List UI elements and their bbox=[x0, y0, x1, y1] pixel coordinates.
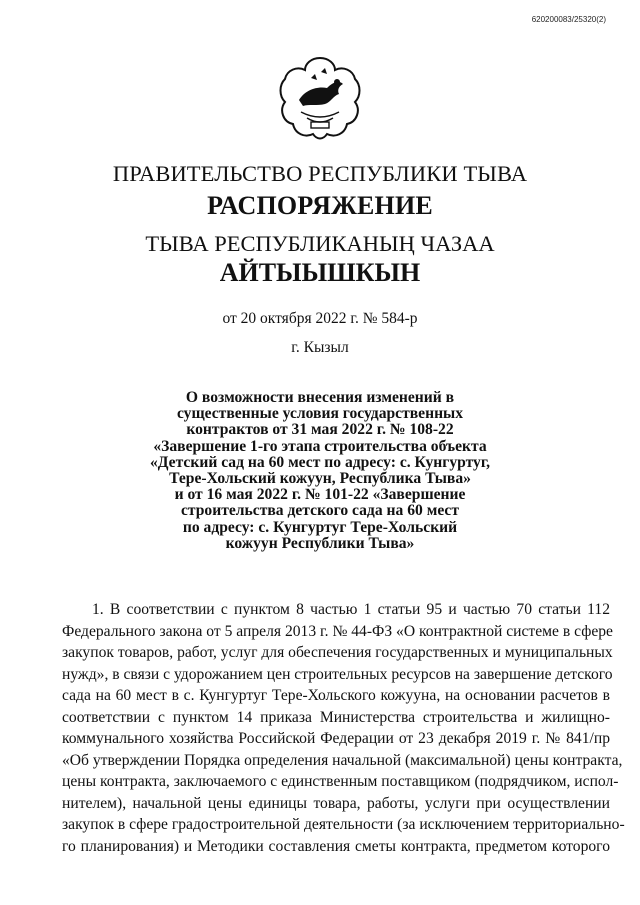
body-line: нужд», в связи с удорожанием цен строительных ресурсов на завершение детского bbox=[62, 665, 613, 683]
document-title bbox=[0, 390, 640, 552]
body-line: закупок товаров, работ, услуг для обеспечения государственных и муниципальных bbox=[62, 644, 613, 661]
document-type-ru: РАСПОРЯЖЕНИЕ bbox=[207, 191, 433, 220]
title-line: «Детский сад на 60 мест по адресу: с. Кунгуртуг, bbox=[149, 453, 491, 471]
title-line: существенные условия государственных bbox=[176, 405, 464, 423]
body-line: 1. В соответствии с пунктом 8 частью 1 статьи 95 и частью 70 статьи 112 bbox=[92, 601, 610, 618]
body-line: го планирования) и Методики составления сметы контракта, предметом которого bbox=[62, 837, 610, 855]
title-line: «Завершение 1-го этапа строительства объекта bbox=[153, 437, 487, 455]
body-line: соответствии с пунктом 14 приказа Министерства строительства и жилищно- bbox=[62, 708, 610, 726]
title-line: контрактов от 31 мая 2022 г. № 108-22 bbox=[186, 421, 454, 439]
title-line: и от 16 мая 2022 г. № 101-22 «Завершение bbox=[174, 486, 466, 504]
document-date-number: от 20 октября 2022 г. № 584-р bbox=[222, 310, 418, 327]
title-line: строительства детского сада на 60 мест bbox=[180, 502, 460, 520]
body-line: нителем), начальной цены единицы товара, работы, услуги при осуществлении bbox=[62, 794, 610, 812]
title-line: О возможности внесения изменений в bbox=[185, 389, 455, 406]
government-name-ru: ПРАВИТЕЛЬСТВО РЕСПУБЛИКИ ТЫВА bbox=[112, 161, 528, 186]
body-line: «Об утверждении Порядка определения начальной (максимальной) цены контракта, bbox=[62, 751, 623, 769]
title-line: кожуун Республики Тыва» bbox=[225, 534, 415, 552]
body-line: коммунального хозяйства Российской Федерации от 23 декабря 2019 г. № 841/пр bbox=[62, 730, 610, 747]
title-line: по адресу: с. Кунгуртуг Тере-Хольский bbox=[182, 518, 458, 536]
tuva-coat-of-arms-icon bbox=[277, 52, 363, 142]
government-name-tyv: ТЫВА РЕСПУБЛИКАНЫҢ ЧАЗАА bbox=[145, 231, 495, 256]
body-line: цены контракта, заключаемого с единственным поставщиком (подрядчиком, испол- bbox=[62, 773, 619, 790]
document-body bbox=[62, 599, 625, 857]
document-type-tyv: АЙТЫЫШКЫН bbox=[219, 258, 421, 287]
body-line: Федерального закона от 5 апреля 2013 г. № 44-ФЗ «О контрактной системе в сфере bbox=[62, 622, 613, 640]
title-line: Тере-Хольский кожуун, Республика Тыва» bbox=[169, 470, 471, 488]
document-id: 620200083/25320(2) bbox=[531, 15, 606, 24]
body-line: закупок в сфере градостроительной деятельности (за исключением территориально- bbox=[62, 816, 625, 833]
body-line: сада на 60 мест в с. Кунгуртуг Тере-Хольского кожууна, на основании расчетов в bbox=[62, 687, 610, 704]
document-city: г. Кызыл bbox=[291, 339, 349, 356]
